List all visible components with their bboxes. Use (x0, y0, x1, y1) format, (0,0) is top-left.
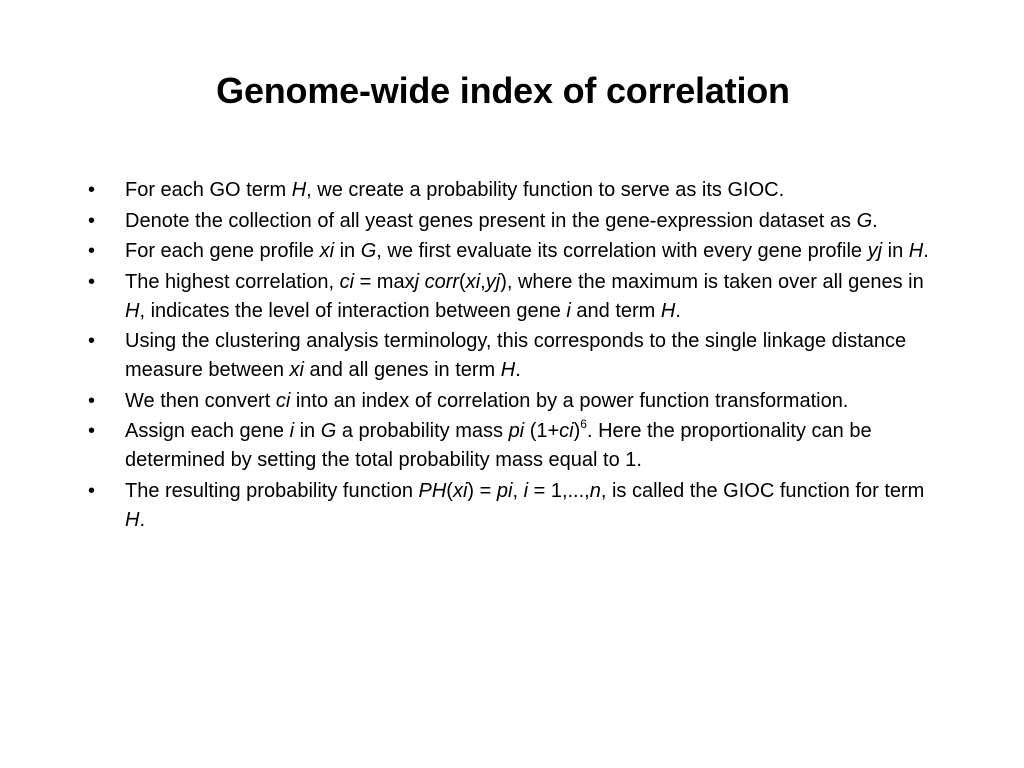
bullet-list (88, 176, 938, 536)
superscript: 6 (580, 417, 587, 432)
bullet-item (88, 237, 938, 266)
math-variable: i (566, 299, 571, 322)
math-variable: j corr (414, 270, 460, 293)
text-run: . Here the proportionality can be determined by setting the total probability mass equal to 1. (125, 420, 872, 471)
bullet-text (125, 210, 878, 232)
text-run: and term (570, 299, 661, 322)
bullet-item (88, 387, 938, 416)
math-variable: H (125, 508, 140, 531)
math-variable: xi (465, 270, 481, 293)
text-run: in (294, 420, 321, 442)
bullet-text (125, 417, 872, 471)
text-run: , we first evaluate its correlation with every gene profile (376, 240, 868, 262)
text-run: ) (573, 420, 581, 442)
text-run: For each GO term (125, 179, 292, 201)
text-run: , (512, 479, 524, 502)
text-run: Using the clustering analysis terminology, this corresponds to the single linkage distance measure between (125, 330, 907, 381)
text-run: . (872, 209, 878, 232)
math-variable: pi (508, 420, 525, 442)
math-variable: ci (275, 389, 291, 412)
math-variable: yj (867, 240, 883, 262)
text-run: , is called the GIOC function for term (600, 479, 925, 502)
text-run: into an index of correlation by a power function transformation. (290, 389, 849, 412)
bullet-marker: • (88, 389, 96, 412)
math-variable: H (291, 179, 307, 201)
text-run: The highest correlation, (125, 270, 340, 293)
math-variable: xi (452, 479, 468, 502)
math-variable: G (856, 209, 873, 232)
bullet-item (88, 176, 938, 205)
bullet-text (125, 240, 929, 262)
text-run: and all genes in term (304, 359, 501, 381)
math-variable: pi (496, 479, 513, 502)
bullet-item (88, 477, 938, 535)
text-run: . (923, 240, 929, 262)
bullet-text (125, 179, 784, 201)
bullet-marker: • (88, 479, 96, 502)
bullet-item (88, 417, 938, 475)
text-run: ) = (467, 479, 497, 502)
text-run: ( (459, 270, 466, 293)
bullet-text (125, 390, 848, 412)
text-run: ), where the maximum is taken over all genes in (500, 270, 924, 293)
text-run: (1+ (524, 420, 560, 442)
bullet-marker: • (88, 330, 96, 352)
text-run: The resulting probability function (125, 479, 419, 502)
bullet-text (125, 271, 924, 322)
bullet-item (88, 268, 938, 326)
text-run: in (882, 240, 909, 262)
math-variable: i (289, 420, 295, 442)
text-run: ( (446, 479, 453, 502)
math-variable: xi (319, 240, 335, 262)
math-variable: H (500, 359, 516, 381)
text-run: For each gene profile (125, 240, 320, 262)
text-run: in (334, 240, 361, 262)
math-variable: ci (339, 270, 355, 293)
text-run: Assign each gene (125, 420, 290, 442)
math-variable: ci (559, 420, 574, 442)
math-variable: i (523, 479, 529, 502)
text-run: , we create a probability function to serve as its GIOC. (306, 179, 785, 201)
bullet-item (88, 207, 938, 236)
math-variable: xi (289, 359, 304, 381)
text-run: . (675, 299, 681, 322)
text-run: . (139, 508, 146, 531)
bullet-text (125, 330, 906, 381)
bullet-marker: • (88, 270, 96, 293)
text-run: = 1,..., (528, 479, 590, 502)
text-run: , (480, 270, 486, 293)
text-run: a probability mass (336, 420, 509, 442)
math-variable: H (908, 240, 924, 262)
bullet-text (125, 480, 924, 531)
math-variable: n (589, 479, 601, 502)
text-run: We then convert (125, 389, 276, 412)
slide-title: Genome-wide index of correlation (216, 70, 790, 111)
math-variable: H (660, 299, 676, 322)
bullet-marker: • (88, 179, 96, 201)
bullet-marker: • (88, 420, 96, 442)
text-run: Denote the collection of all yeast genes present in the gene-expression dataset as (125, 209, 857, 232)
bullet-item (88, 327, 938, 385)
text-run: . (515, 359, 521, 381)
math-variable: PH (418, 479, 447, 502)
math-variable: yj (485, 270, 501, 293)
math-variable: G (320, 420, 337, 442)
math-variable: H (125, 299, 140, 322)
bullet-marker: • (88, 240, 96, 262)
math-variable: G (360, 240, 377, 262)
bullet-marker: • (88, 209, 96, 232)
text-run: = max (354, 270, 415, 293)
text-run: , indicates the level of interaction between gene (139, 299, 567, 322)
